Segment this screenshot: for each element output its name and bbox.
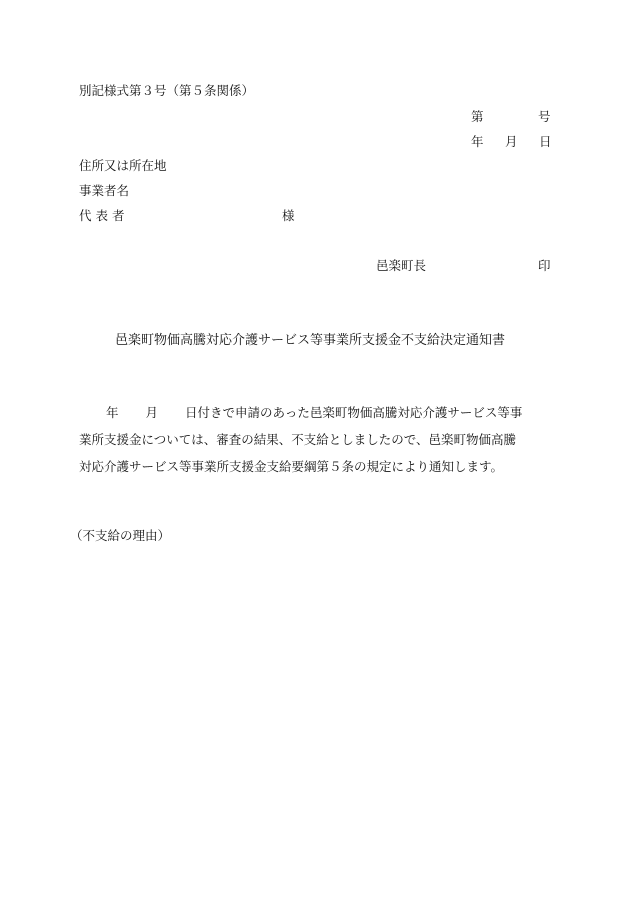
notice-line-1 bbox=[79, 399, 549, 426]
seal-mark: 印 bbox=[538, 258, 551, 273]
notice-line-3: 対応介護サービス等事業所支援金支給要綱第５条の規定により通知します。 bbox=[79, 459, 504, 474]
date-day: 日 bbox=[539, 134, 552, 149]
notice-body bbox=[79, 399, 549, 480]
number-go: 号 bbox=[538, 109, 551, 124]
issuer-title: 邑楽町長 bbox=[376, 258, 427, 273]
address-label: 住所又は所在地 bbox=[79, 158, 167, 173]
form-label: 別記様式第３号（第５条関係） bbox=[79, 83, 255, 98]
body-month: 月 bbox=[145, 405, 159, 420]
honorific-sama: 様 bbox=[282, 208, 295, 223]
reason-label: （不支給の理由） bbox=[70, 528, 171, 543]
representative-label: 代 表 者 bbox=[79, 208, 125, 223]
body-year: 年 bbox=[106, 405, 119, 420]
document-title: 邑楽町物価高騰対応介護サービス等事業所支援金不支給決定通知書 bbox=[115, 333, 506, 348]
date-month: 月 bbox=[505, 134, 518, 149]
business-name-label: 事業者名 bbox=[79, 183, 130, 198]
notice-line-2: 業所支援金については、審査の結果、不支給としましたので、邑楽町物価高騰 bbox=[79, 432, 517, 447]
date-year: 年 bbox=[471, 134, 484, 149]
body-line1-rest: 日付きで申請のあった邑楽町物価高騰対応介護サービス等事 bbox=[185, 405, 523, 420]
number-dai: 第 bbox=[471, 109, 484, 124]
